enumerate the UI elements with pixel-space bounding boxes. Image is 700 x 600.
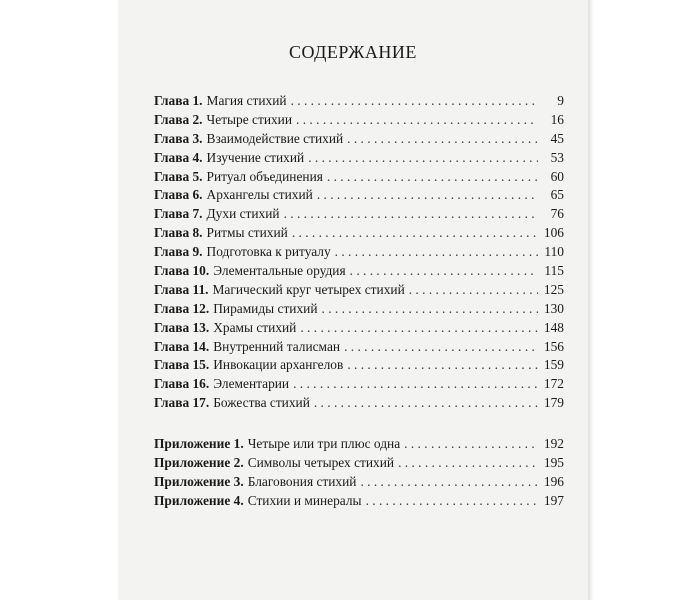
entry-label: Глава 14. <box>154 338 210 354</box>
toc-entry <box>154 205 564 224</box>
toc-entry <box>154 262 564 281</box>
entry-title: Подготовка к ритуалу <box>206 244 331 260</box>
toc-entry <box>154 473 564 492</box>
toc-entry <box>154 111 564 130</box>
toc-entry <box>154 300 564 319</box>
entry-title: Четыре стихии <box>206 111 293 127</box>
entry-title: Элементарии <box>213 376 290 392</box>
dot-leader <box>300 319 538 338</box>
entry-page: 125 <box>543 281 564 297</box>
dot-leader <box>314 394 538 413</box>
entry-label: Глава 10. <box>154 263 210 279</box>
entry-label: Приложение 2. <box>154 455 244 471</box>
entry-title: Инвокации архангелов <box>213 357 344 373</box>
entry-label: Приложение 4. <box>154 492 244 508</box>
dot-leader <box>360 473 538 492</box>
toc-entry <box>154 492 564 511</box>
dot-leader <box>347 130 538 149</box>
entry-title: Четыре или три плюс одна <box>247 436 401 452</box>
toc-entry <box>154 168 564 187</box>
book-page <box>118 0 588 600</box>
entry-title: Пирамиды стихий <box>213 300 318 316</box>
entry-page: 172 <box>543 376 564 392</box>
dot-leader <box>322 300 539 319</box>
entry-title: Взаимодействие стихий <box>206 130 344 146</box>
entry-label: Глава 2. <box>154 111 203 127</box>
entry-page: 196 <box>543 473 564 489</box>
entry-page: 156 <box>543 338 564 354</box>
toc-entry <box>154 435 564 454</box>
entry-label: Глава 5. <box>154 168 203 184</box>
entry-title: Символы четырех стихий <box>247 455 395 471</box>
toc-entry <box>154 454 564 473</box>
entry-title: Божества стихий <box>213 395 310 411</box>
entry-page: 130 <box>543 300 564 316</box>
entry-page: 179 <box>543 395 564 411</box>
entry-title: Архангелы стихий <box>206 187 313 203</box>
dot-leader <box>335 243 538 262</box>
toc-entry <box>154 186 564 205</box>
page-title: СОДЕРЖАНИЕ <box>289 42 417 62</box>
toc-entry <box>154 375 564 394</box>
entry-page: 106 <box>543 225 564 241</box>
dot-leader <box>404 435 538 454</box>
entry-title: Стихии и минералы <box>247 492 362 508</box>
table-of-contents <box>154 92 564 511</box>
entry-label: Глава 7. <box>154 206 203 222</box>
entry-page: 192 <box>543 436 564 452</box>
toc-entry <box>154 319 564 338</box>
toc-entry <box>154 130 564 149</box>
entry-page: 60 <box>550 168 564 184</box>
dot-leader <box>293 375 538 394</box>
entry-title: Магический круг четырех стихий <box>212 281 405 297</box>
toc-entry <box>154 338 564 357</box>
section-gap <box>154 413 564 435</box>
entry-page: 45 <box>550 130 564 146</box>
dot-leader <box>291 92 538 111</box>
entry-label: Приложение 1. <box>154 436 244 452</box>
entry-title: Духи стихий <box>206 206 280 222</box>
entry-title: Храмы стихий <box>213 319 297 335</box>
entry-page: 110 <box>544 244 564 260</box>
entry-page: 195 <box>543 455 564 471</box>
entry-title: Изучение стихий <box>206 149 305 165</box>
entry-label: Глава 13. <box>154 319 210 335</box>
entry-page: 159 <box>543 357 564 373</box>
entry-page: 16 <box>550 111 564 127</box>
dot-leader <box>292 224 538 243</box>
appendix-list <box>154 435 564 511</box>
toc-entry <box>154 92 564 111</box>
toc-entry <box>154 394 564 413</box>
dot-leader <box>284 205 538 224</box>
dot-leader <box>398 454 538 473</box>
entry-page: 197 <box>543 492 564 508</box>
toc-entry <box>154 243 564 262</box>
entry-label: Глава 3. <box>154 130 203 146</box>
dot-leader <box>344 338 538 357</box>
dot-leader <box>366 492 538 511</box>
entry-page: 115 <box>544 263 564 279</box>
entry-title: Внутренний талисман <box>213 338 341 354</box>
entry-label: Глава 17. <box>154 395 210 411</box>
entry-label: Глава 16. <box>154 376 210 392</box>
entry-page: 148 <box>543 319 564 335</box>
entry-title: Ритмы стихий <box>206 225 288 241</box>
entry-label: Глава 12. <box>154 300 210 316</box>
entry-label: Глава 9. <box>154 244 203 260</box>
entry-page: 65 <box>550 187 564 203</box>
entry-label: Глава 11. <box>154 281 209 297</box>
dot-leader <box>409 281 538 300</box>
entry-label: Глава 4. <box>154 149 203 165</box>
entry-label: Глава 1. <box>154 93 203 108</box>
toc-entry <box>154 149 564 168</box>
chapter-list <box>154 92 564 413</box>
entry-title: Элементальные орудия <box>213 263 346 279</box>
entry-title: Ритуал объединения <box>206 168 323 184</box>
dot-leader <box>327 168 538 187</box>
dot-leader <box>308 149 538 168</box>
toc-entry <box>154 356 564 375</box>
dot-leader <box>317 186 538 205</box>
dot-leader <box>296 111 538 130</box>
dot-leader <box>350 262 538 281</box>
dot-leader <box>347 356 538 375</box>
entry-title: Магия стихий <box>206 93 287 108</box>
entry-title: Благовония стихий <box>247 473 357 489</box>
toc-entry <box>154 224 564 243</box>
entry-page: 9 <box>557 93 564 108</box>
entry-page: 53 <box>550 149 564 165</box>
toc-entry <box>154 281 564 300</box>
entry-label: Глава 8. <box>154 225 203 241</box>
entry-label: Глава 6. <box>154 187 203 203</box>
entry-label: Приложение 3. <box>154 473 244 489</box>
entry-page: 76 <box>550 206 564 222</box>
entry-label: Глава 15. <box>154 357 210 373</box>
